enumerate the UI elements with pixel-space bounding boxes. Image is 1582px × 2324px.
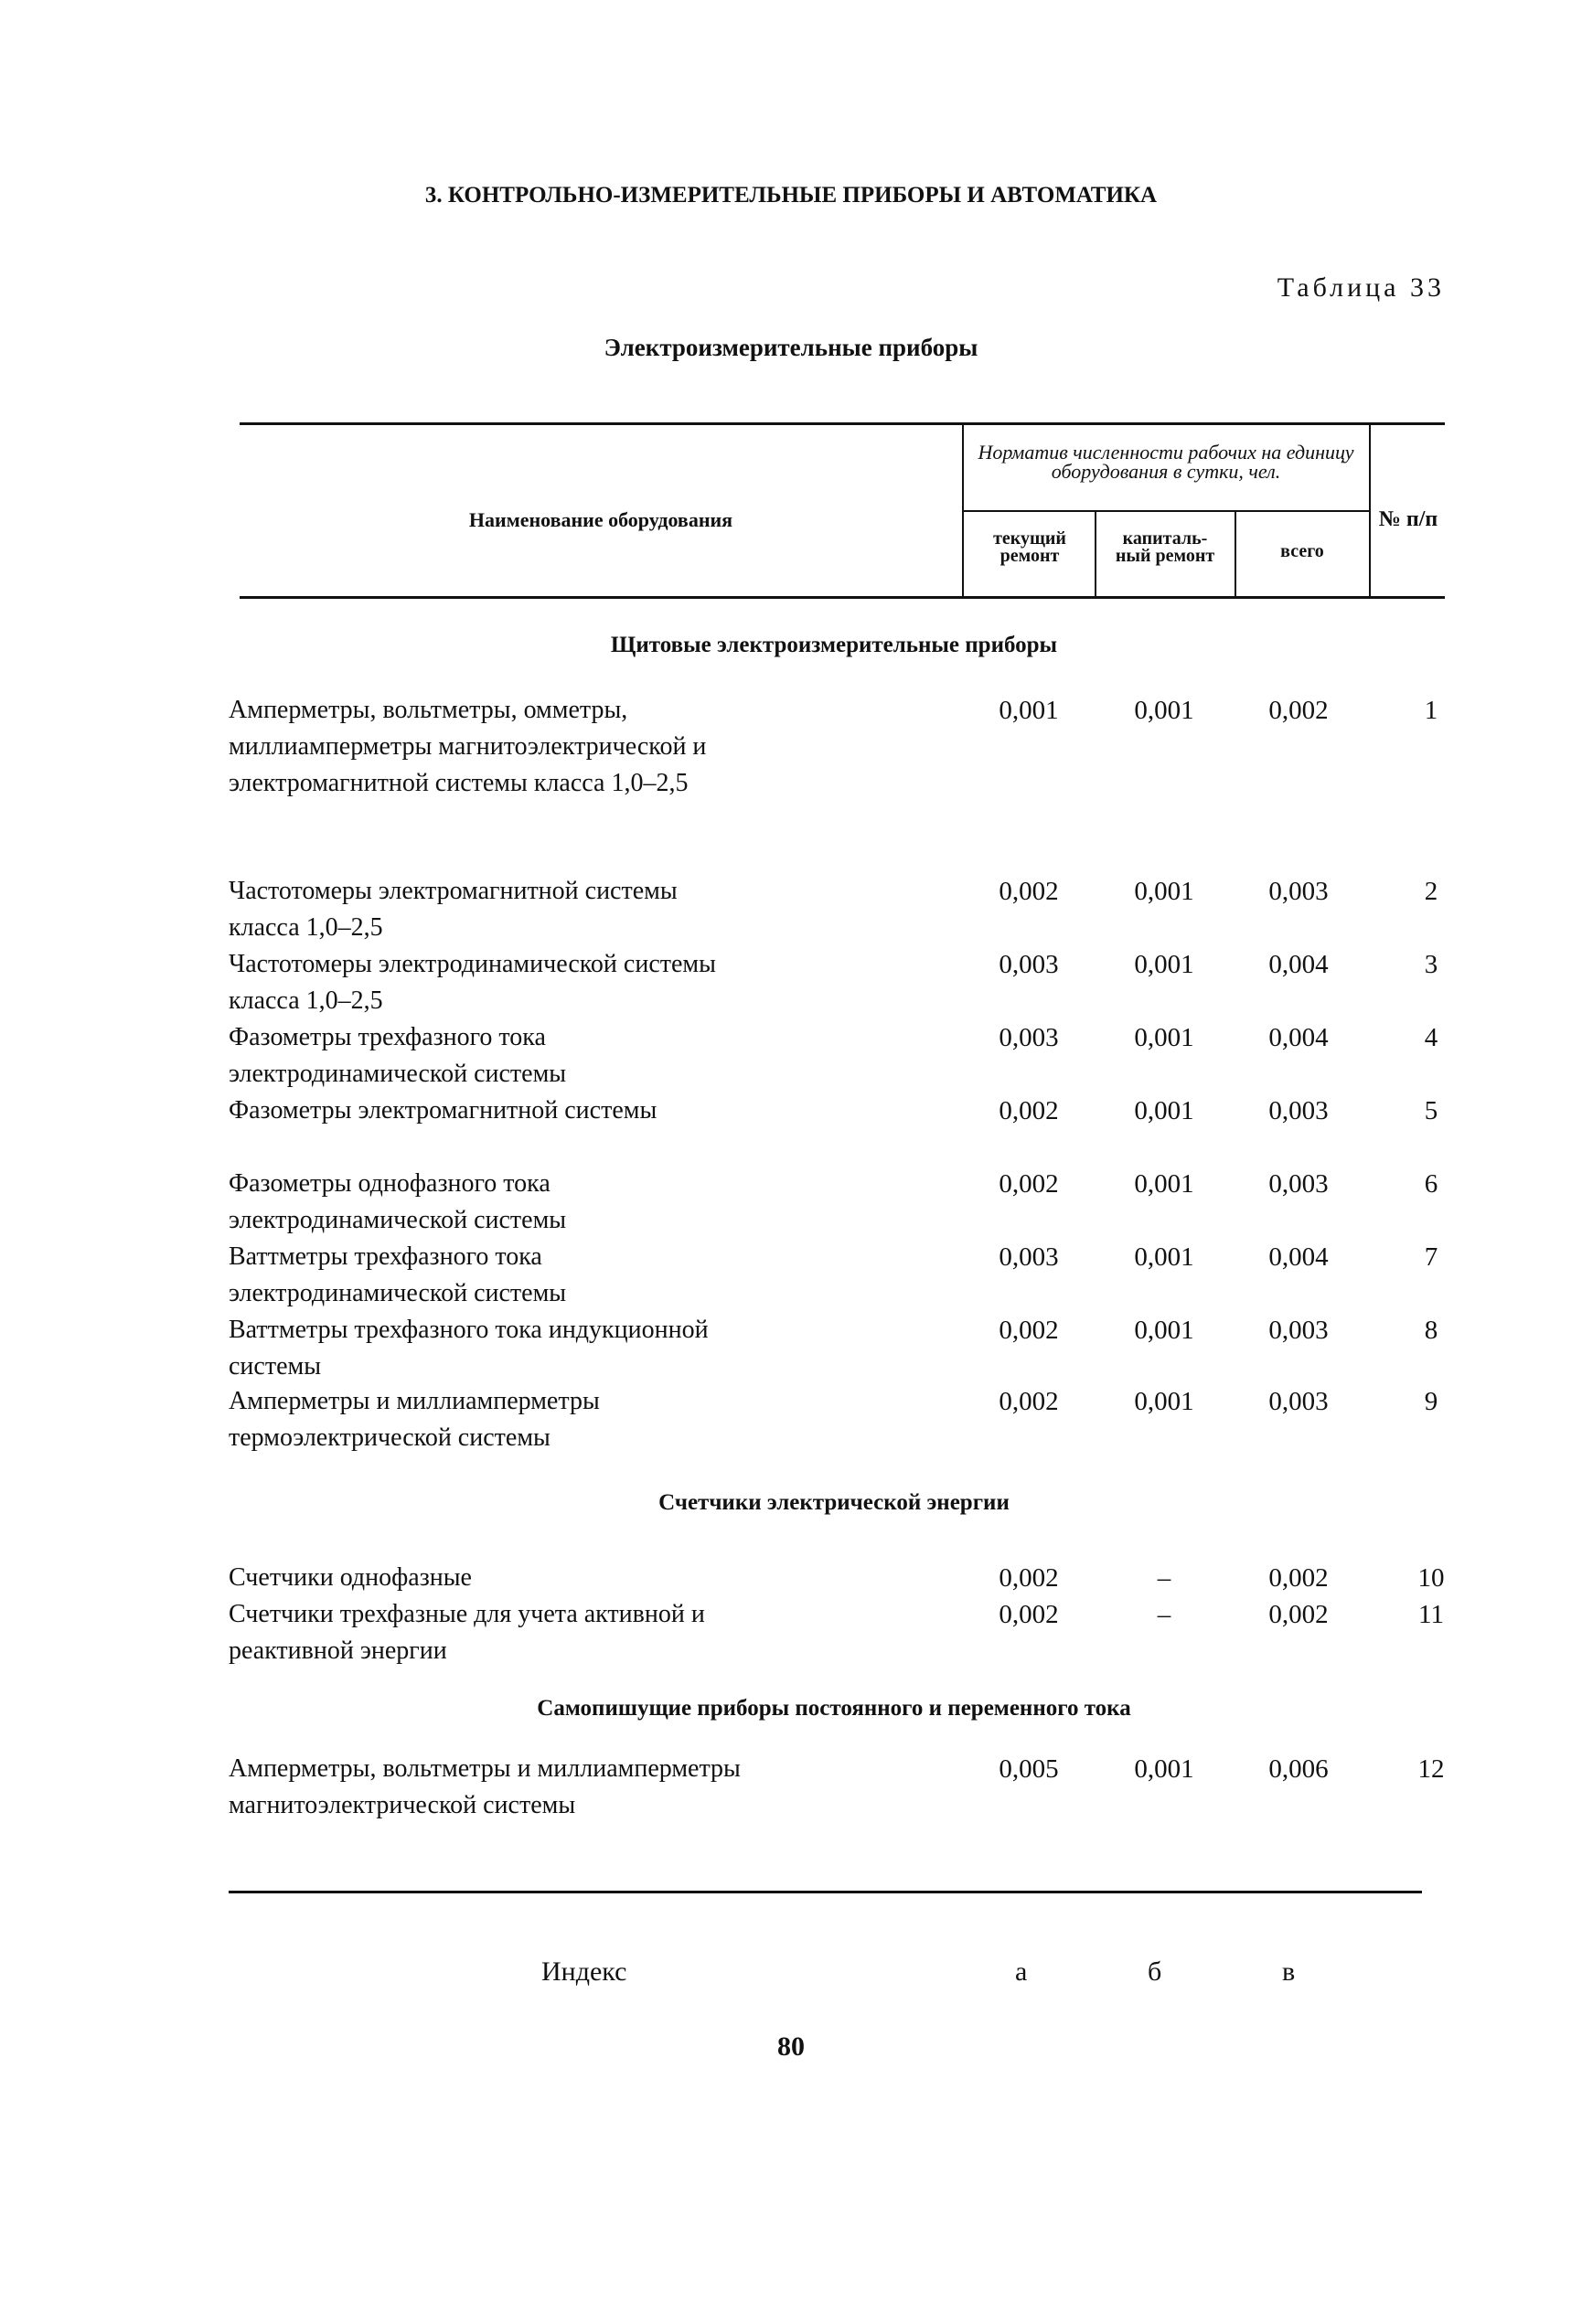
row-number: 2 bbox=[1424, 877, 1438, 906]
row-current-value: 0,003 bbox=[999, 1023, 1059, 1052]
group-title: Самопишущие приборы постоянного и переменного тока bbox=[537, 1696, 1131, 1721]
table-subtitle: Электроизмерительные приборы bbox=[604, 334, 978, 361]
row-capital-value: 0,001 bbox=[1134, 950, 1194, 979]
row-equipment-name: Амперметры и миллиамперметры термоэлектрической системы bbox=[229, 1387, 600, 1452]
row-number: 5 bbox=[1424, 1096, 1438, 1125]
group-title: Счетчики электрической энергии bbox=[658, 1490, 1010, 1515]
row-number: 12 bbox=[1417, 1754, 1445, 1784]
header-total: всего bbox=[1280, 541, 1324, 561]
row-current-value: 0,002 bbox=[999, 1096, 1059, 1125]
header-equipment: Наименование оборудования bbox=[468, 508, 733, 531]
header-capital-repair: капиталь-ный ремонт bbox=[1115, 528, 1215, 566]
row-equipment-name: Счетчики трехфазные для учета активной и реактивной энергии bbox=[229, 1600, 705, 1665]
row-equipment-name: Частотомеры электродинамической системы класса 1,0–2,5 bbox=[229, 950, 716, 1015]
header-norm: Норматив численности рабочих на единицу оборудования в сутки, чел. bbox=[978, 441, 1354, 483]
row-total-value: 0,003 bbox=[1268, 1316, 1329, 1345]
header-number: № п/п bbox=[1378, 507, 1438, 531]
row-current-value: 0,002 bbox=[999, 1316, 1059, 1345]
row-number: 11 bbox=[1418, 1600, 1444, 1629]
row-capital-value: 0,001 bbox=[1134, 1242, 1194, 1272]
row-capital-value: 0,001 bbox=[1134, 1316, 1194, 1345]
row-capital-value: 0,001 bbox=[1134, 1387, 1194, 1416]
row-total-value: 0,003 bbox=[1268, 1096, 1329, 1125]
row-equipment-name: Счетчики однофазные bbox=[229, 1563, 472, 1592]
row-equipment-name: Фазометры электромагнитной системы bbox=[229, 1096, 657, 1125]
table-bottom-rule bbox=[229, 1891, 1422, 1893]
header-top-rule bbox=[240, 422, 1445, 425]
row-number: 3 bbox=[1424, 950, 1438, 979]
row-capital-value: 0,001 bbox=[1134, 877, 1194, 906]
row-number: 6 bbox=[1424, 1169, 1438, 1199]
row-capital-value: 0,001 bbox=[1134, 1096, 1194, 1125]
row-number: 8 bbox=[1424, 1316, 1438, 1345]
footer-index-b: б bbox=[1148, 1956, 1162, 1987]
row-current-value: 0,002 bbox=[999, 1563, 1059, 1593]
row-capital-value: 0,001 bbox=[1134, 1169, 1194, 1199]
row-total-value: 0,004 bbox=[1268, 950, 1329, 979]
row-current-value: 0,002 bbox=[999, 877, 1059, 906]
footer-index-label: Индекс bbox=[541, 1956, 627, 1987]
row-total-value: 0,004 bbox=[1268, 1242, 1329, 1272]
row-total-value: 0,004 bbox=[1268, 1023, 1329, 1052]
row-total-value: 0,006 bbox=[1268, 1754, 1329, 1784]
row-capital-value: 0,001 bbox=[1134, 1754, 1194, 1784]
row-capital-value: – bbox=[1157, 1563, 1171, 1593]
row-capital-value: 0,001 bbox=[1134, 696, 1194, 725]
header-norm-rule bbox=[962, 510, 1371, 512]
row-number: 10 bbox=[1417, 1563, 1445, 1593]
row-current-value: 0,002 bbox=[999, 1169, 1059, 1199]
row-total-value: 0,003 bbox=[1268, 1387, 1329, 1416]
header-bottom-rule bbox=[240, 596, 1445, 599]
row-number: 4 bbox=[1424, 1023, 1438, 1052]
row-capital-value: 0,001 bbox=[1134, 1023, 1194, 1052]
row-current-value: 0,001 bbox=[999, 696, 1059, 725]
row-equipment-name: Фазометры трехфазного тока электродинамической системы bbox=[229, 1023, 567, 1088]
header-divider-3 bbox=[1235, 510, 1236, 599]
group-title: Щитовые электроизмерительные приборы bbox=[610, 633, 1058, 657]
footer-index-c: в bbox=[1282, 1956, 1296, 1987]
row-current-value: 0,002 bbox=[999, 1600, 1059, 1629]
row-equipment-name: Амперметры, вольтметры, омметры, миллиамперметры магнитоэлектрической и электромагнитной системы класса 1,0–2,5 bbox=[229, 696, 707, 797]
header-divider-2 bbox=[1095, 510, 1096, 599]
row-number: 1 bbox=[1424, 696, 1438, 725]
row-current-value: 0,003 bbox=[999, 950, 1059, 979]
row-number: 9 bbox=[1424, 1387, 1438, 1416]
row-current-value: 0,005 bbox=[999, 1754, 1059, 1784]
row-current-value: 0,002 bbox=[999, 1387, 1059, 1416]
row-number: 7 bbox=[1424, 1242, 1438, 1272]
row-total-value: 0,003 bbox=[1268, 1169, 1329, 1199]
row-total-value: 0,003 bbox=[1268, 877, 1329, 906]
footer-index-a: а bbox=[1015, 1956, 1028, 1987]
row-equipment-name: Ваттметры трехфазного тока индукционной системы bbox=[229, 1316, 709, 1381]
row-total-value: 0,002 bbox=[1268, 696, 1329, 725]
row-equipment-name: Ваттметры трехфазного тока электродинамической системы bbox=[229, 1242, 567, 1307]
row-equipment-name: Частотомеры электромагнитной системы класса 1,0–2,5 bbox=[229, 877, 678, 942]
section-title: 3. КОНТРОЛЬНО-ИЗМЕРИТЕЛЬНЫЕ ПРИБОРЫ И АВТОМАТИКА bbox=[424, 183, 1158, 208]
row-capital-value: – bbox=[1157, 1600, 1171, 1629]
row-equipment-name: Фазометры однофазного тока электродинамической системы bbox=[229, 1169, 567, 1234]
table-label: Таблица 33 bbox=[1277, 272, 1445, 303]
row-total-value: 0,002 bbox=[1268, 1563, 1329, 1593]
row-total-value: 0,002 bbox=[1268, 1600, 1329, 1629]
row-equipment-name: Амперметры, вольтметры и миллиамперметры магнитоэлектрической системы bbox=[229, 1754, 741, 1819]
row-current-value: 0,003 bbox=[999, 1242, 1059, 1272]
header-current-repair: текущий ремонт bbox=[993, 528, 1066, 566]
page-number: 80 bbox=[777, 2031, 805, 2062]
